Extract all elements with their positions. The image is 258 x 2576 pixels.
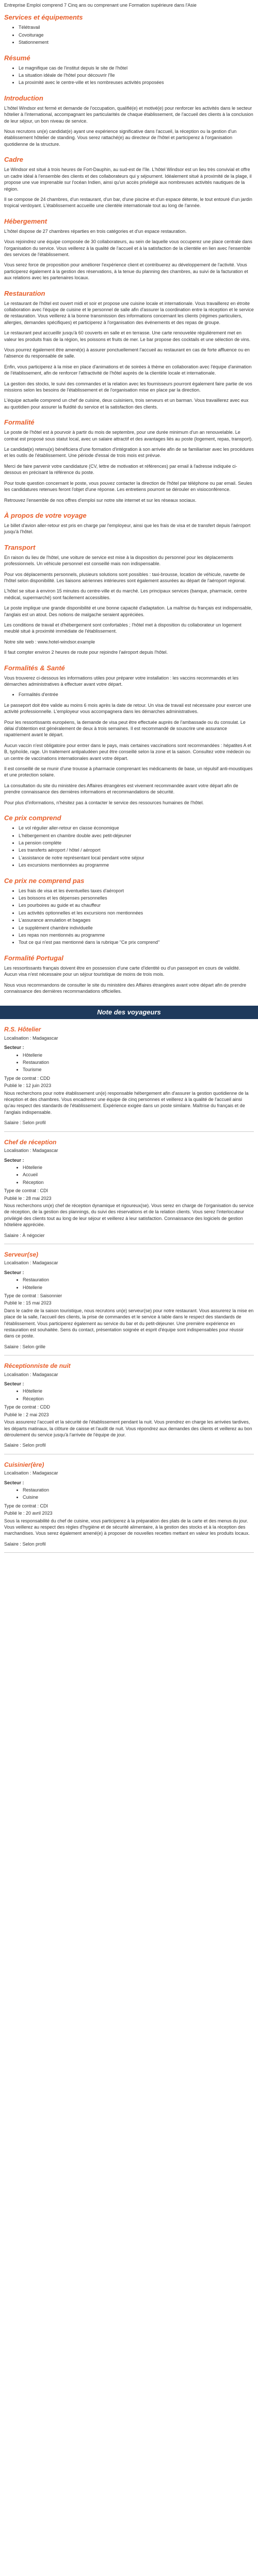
job-title[interactable]: Serveur(se) (4, 1250, 39, 1258)
job-sector-list (4, 1164, 254, 1185)
section-paragraph: Pour vos déplacements personnels, plusieurs solutions sont possibles : taxi-brousse, location de véhicule, navette de l'hôtel selon disponibilité. Les liaisons aériennes intérieures sont également assurées au départ de l'aéroport régional. (4, 571, 246, 583)
section-paragraph: Le candidat(e) retenu(e) bénéficiera d'une formation d'intégration à son arrivée afin de se familiariser avec les procédures et les outils de l'établissement. Une période d'essai de trois mois est prévue. (4, 447, 254, 459)
bullet-item: • Les repas non mentionnés au programme (19, 932, 254, 938)
job-salary: Salaire : À négocier (4, 1232, 45, 1238)
job-sector-item: • Restauration (23, 1059, 254, 1065)
bullet-item: • Télétravail (19, 24, 254, 30)
bullet-item: • Tout ce qui n'est pas mentionné dans la rubrique "Ce prix comprend" (19, 939, 254, 945)
bullet-list (4, 825, 254, 868)
job-sector-list (4, 1487, 254, 1501)
job-title[interactable]: Cuisinier(ère) (4, 1461, 44, 1468)
job-description: Vous assurerez l'accueil et la sécurité de l'établissement pendant la nuit. Vous prendrez en charge les arrivées tardives, les départs matinaux, la clôture de caisse et l'audit de nuit. Vous répondrez aux demandes des clients et veillerez au bon déroulement du service jusqu'à l'arrivée de l'équipe de jour. (4, 1419, 252, 1437)
section-paragraph: Aucun vaccin n'est obligatoire pour entrer dans le pays, mais certaines vaccinations sont recommandées : hépatites A et B, typhoïde, rage. Un traitement antipaludéen peut être conseillé selon la zone et la saison. Consultez votre médecin ou un centre de vaccinations internationales avant votre départ. (4, 742, 251, 761)
section-title: Formalité Portugal (4, 954, 63, 962)
bullet-item: • Le vol régulier aller-retour en classe économique (19, 825, 254, 831)
job-location: Localisation : Madagascar (4, 1035, 58, 1041)
section-paragraph: Vous serez force de proposition pour améliorer l'expérience client et contribuerez au développement de l'activité. Vous participerez également à la gestion des réservations, à la tenue du planning des chambres, au suivi de la facturation et aux relations avec les partenaires locaux. (4, 262, 248, 281)
bullet-list (4, 888, 254, 946)
job-description: Sous la responsabilité du chef de cuisine, vous participerez à la préparation des plats de la carte et des menus du jour. Vous veillerez au respect des règles d'hygiène et de sécurité alimentaire, à la gestion des stocks et à la réception des marchandises. Vous serez également amené(e) à proposer de nouvelles recettes mettant en valeur les produits locaux. (4, 1518, 250, 1536)
section-paragraph: Pour les ressortissants européens, la demande de visa peut être effectuée auprès de l'ambassade ou du consulat. Le délai d'obtention est généralement de deux à trois semaines. Il est recommandé de souscrire une assurance rapatriement avant le départ. (4, 719, 246, 738)
job-title[interactable]: R.S. Hôtelier (4, 1026, 41, 1033)
section-paragraph: Le restaurant de l'hôtel est ouvert midi et soir et propose une cuisine locale et internationale. Vous travaillerez en étroite collaboration avec l'équipe de cuisine et le personnel de salle afin d'assurer la coordination entre la réception et le service de restauration. Vous veillerez à la bonne transmission des informations concernant les clients (régimes particuliers, allergies, demandes spécifiques) et participerez à l'organisation des événements et des repas de groupe. (4, 300, 254, 325)
bullet-item: • Formalités d'entrée (19, 691, 254, 698)
section-paragraph: Il faut compter environ 2 heures de route pour rejoindre l'aéroport depuis l'hôtel. (4, 650, 168, 655)
job-contract: Type de contrat : CDI (4, 1188, 49, 1194)
bullet-item: • Les boissons et les dépenses personnelles (19, 895, 254, 901)
section-paragraph: La gestion des stocks, le suivi des commandes et la relation avec les fournisseurs pourront également faire partie de vos missions selon les besoins de l'établissement et de l'organisation mise en place par la direction. (4, 381, 252, 393)
job-sector-label: Secteur : (4, 1045, 24, 1050)
bullet-item: • La situation idéale de l'hôtel pour découvrir l'île (19, 72, 254, 78)
section-paragraph: Les ressortissants français doivent être en possession d'une carte d'identité ou d'un passeport en cours de validité. Aucun visa n'est nécessaire pour un séjour touristique de moins de trois mois. (4, 965, 240, 977)
section-title: Résumé (4, 54, 30, 62)
job-sector-item: • Cuisine (23, 1494, 254, 1500)
section-title: Transport (4, 543, 36, 551)
section-paragraph: Vous trouverez ci-dessous les informations utiles pour préparer votre installation : les vaccins recommandés et les démarches administratives à effectuer avant votre départ. (4, 675, 239, 687)
bullet-item: • La proximité avec le centre-ville et les nombreuses activités proposées (19, 79, 254, 86)
section-title: Cadre (4, 156, 23, 164)
section-paragraph: Les conditions de travail et d'hébergement sont confortables ; l'hôtel met à disposition du collaborateur un logement meublé situé à proximité immédiate de l'établissement. (4, 622, 241, 634)
section-title: Ce prix ne comprend pas (4, 876, 85, 885)
job-salary: Salaire : Selon grille (4, 1344, 46, 1349)
section-paragraph: Le poste implique une grande disponibilité et une bonne capacité d'adaptation. La maîtrise du français est indispensable, l'anglais est un atout. Des notions de malgache seraient appréciées. (4, 605, 253, 617)
job-posting (4, 1139, 254, 1244)
section-paragraph: Le restaurant peut accueillir jusqu'à 60 couverts en salle et en terrasse. Une carte renouvelée régulièrement met en valeur les produits frais de la région, les poissons et fruits de mer. Le bar propose des cocktails et une sélection de vins. (4, 330, 251, 342)
section-paragraph: Notre site web : www.hotel-windsor.example (4, 639, 95, 645)
job-sector-label: Secteur : (4, 1381, 24, 1387)
section-paragraph: Vous rejoindrez une équipe composée de 30 collaborateurs, au sein de laquelle vous occuperez une place centrale dans l'organisation du service. Vous veillerez à la qualité de l'accueil et à la satisfaction de la clientèle en lien avec l'ensemble des services de l'établissement. (4, 239, 252, 257)
section-title: Ce prix comprend (4, 814, 61, 822)
job-sector-item: • Hôtellerie (23, 1052, 254, 1058)
bullet-item: • Les pourboires au guide et au chauffeur (19, 902, 254, 908)
bullet-item: • Les frais de visa et les éventuelles taxes d'aéroport (19, 888, 254, 894)
section-paragraph: L'hôtel Windsor est fermé et demande de l'occupation, qualifié(e) et motivé(e) pour renforcer les activités dans le secteur hôtelier à l'international, accompagnant les particularités de chaque établissement, de l'accueil des clients à la conclusion de leur séjour, un bon niveau de service. (4, 105, 253, 124)
section-paragraph: Le passeport doit être valide au moins 6 mois après la date de retour. Un visa de travail est nécessaire pour exercer une activité professionnelle. L'employeur vous accompagnera dans les démarches administratives. (4, 702, 251, 715)
section-title: À propos de votre voyage (4, 511, 87, 519)
job-sector-label: Secteur : (4, 1269, 24, 1275)
job-sector-item: • Réception (23, 1396, 254, 1402)
bullet-item: • Les excursions mentionnées au programme (19, 862, 254, 868)
bullet-item: • Le magnifique cas de l'institut depuis le site de l'hôtel (19, 65, 254, 71)
job-sector-list (4, 1277, 254, 1291)
job-sector-item: • Tourisme (23, 1066, 254, 1073)
bullet-item: • Stationnement (19, 39, 254, 45)
bullet-item: • Le supplément chambre individuelle (19, 925, 254, 931)
job-location: Localisation : Madagascar (4, 1371, 58, 1377)
bullet-list (4, 65, 254, 86)
section-paragraph: Le poste de l'hôtel est à pourvoir à partir du mois de septembre, pour une durée minimum d'un an renouvelable. Le contrat est proposé sous statut local, avec un salaire attractif et des avantages liés au poste (logement, repas, transport). (4, 430, 253, 442)
job-description: Dans le cadre de la saison touristique, nous recrutons un(e) serveur(se) pour notre restaurant. Vous assurerez la mise en place de la salle, l'accueil des clients, la prise de commandes et le service à table dans le respect des standards de l'établissement. Vous participerez également au service du bar et du petit-déjeuner. Une première expérience en restauration est souhaitée. Sens du contact, présentation soignée et esprit d'équipe sont indispensables pour réussir dans ce poste. (4, 1308, 254, 1339)
section-paragraph: Le Windsor est situé à trois heures de Fort-Dauphin, au sud-est de l'île. L'hôtel Windsor est un lieu très convivial et offre un cadre idéal à l'ensemble des clients et des collaborateurs qui y séjournent. Idéalement situé à proximité de la plage, il propose une vue imprenable sur l'océan Indien, ainsi qu'un accès privilégié aux nombreuses activités nautiques de la région. (4, 167, 252, 192)
section-paragraph: Vous pourrez également être amené(e) à assurer ponctuellement l'accueil au restaurant en cas de forte affluence ou en l'absence du responsable de salle. (4, 347, 250, 359)
job-sector-item: • Hôtellerie (23, 1388, 254, 1394)
job-sector-item: • Hôtellerie (23, 1284, 254, 1291)
section-paragraph: Merci de faire parvenir votre candidature (CV, lettre de motivation et références) par email à l'adresse indiquée ci-dessous en précisant la référence du poste. (4, 463, 237, 476)
section-paragraph: Nous vous recommandons de consulter le site du ministère des Affaires étrangères avant votre départ afin de prendre connaissance des dernières recommandations officielles. (4, 982, 247, 994)
job-contract: Type de contrat : Saisonnier (4, 1293, 62, 1298)
bullet-item: • Les activités optionnelles et les excursions non mentionnées (19, 910, 254, 916)
section-paragraph: La consultation du site du ministère des Affaires étrangères est vivement recommandée avant votre départ afin de prendre connaissance des dernières informations et recommandations de sécurité. (4, 783, 238, 795)
section-title: Services et équipements (4, 13, 83, 22)
section-paragraph: Il se compose de 24 chambres, d'un restaurant, d'un bar, d'une piscine et d'un espace détente, le tout entouré d'un jardin tropical verdoyant. L'établissement accueille une clientèle internationale tout au long de l'année. (4, 196, 252, 209)
section-paragraph: L'hôtel dispose de 27 chambres réparties en trois catégories et d'un espace restauration. (4, 228, 187, 234)
section-paragraph: Pour plus d'informations, n'hésitez pas à contacter le service des ressources humaines de l'hôtel. (4, 800, 204, 805)
job-posting (4, 1363, 254, 1454)
job-divider (4, 1552, 254, 1553)
bullet-item: • Les transferts aéroport / hôtel / aéroport (19, 847, 254, 853)
job-posting (4, 1026, 254, 1131)
section-paragraph: Pour toute question concernant le poste, vous pouvez contacter la direction de l'hôtel par téléphone ou par email. Seules les candidatures retenues feront l'objet d'une réponse. Les entretiens pourront se dérouler en visioconférence. (4, 480, 252, 493)
job-sector-item: • Hôtellerie (23, 1164, 254, 1171)
bullet-item: • L'assistance de notre représentant local pendant votre séjour (19, 855, 254, 861)
job-title[interactable]: Réceptionniste de nuit (4, 1362, 71, 1370)
job-location: Localisation : Madagascar (4, 1470, 58, 1476)
bullet-list (4, 691, 254, 698)
reviews-band-title: Note des voyageurs (97, 1008, 161, 1016)
job-contract: Type de contrat : CDD (4, 1404, 51, 1410)
job-sector-item: • Réception (23, 1179, 254, 1185)
jobs-list (0, 1026, 258, 1553)
job-sector-list (4, 1052, 254, 1073)
section-paragraph: Il est conseillé de se munir d'une trousse à pharmacie comprenant les médicaments de base, un répulsif anti-moustiques et une protection solaire. (4, 766, 253, 778)
reviews-band (0, 1006, 258, 1019)
job-sector-label: Secteur : (4, 1480, 24, 1485)
job-salary: Salaire : Selon profil (4, 1443, 46, 1448)
bullet-item: • Covoiturage (19, 32, 254, 38)
job-sector-label: Secteur : (4, 1157, 24, 1163)
job-description: Nous recherchons pour notre établissement un(e) responsable hébergement afin d'assurer la gestion quotidienne de la réception et des chambres. Vous encadrerez une équipe de cinq personnes et veillerez à la qualité de l'accueil ainsi qu'au respect des standards de l'établissement. Expérience exigée dans un poste similaire. Maîtrise du français et de l'anglais indispensable. (4, 1090, 249, 1115)
job-date: Publié le : 15 mai 2023 (4, 1300, 52, 1306)
job-sector-item: • Restauration (23, 1277, 254, 1283)
section-paragraph: Retrouvez l'ensemble de nos offres d'emploi sur notre site internet et sur les réseaux sociaux. (4, 497, 197, 503)
section-paragraph: En raison du lieu de l'hôtel, une voiture de service est mise à la disposition du personnel pour les déplacements professionnels. Un véhicule personnel est conseillé mais non indispensable. (4, 554, 233, 567)
job-contract: Type de contrat : CDI (4, 1503, 49, 1509)
job-sector-list (4, 1388, 254, 1402)
section-paragraph: L'équipe actuelle comprend un chef de cuisine, deux cuisiniers, trois serveurs et un barman. Vous travaillerez avec eux au quotidien pour assurer la fluidité du service et la satisfaction des clients. (4, 398, 249, 410)
job-salary: Salaire : Selon profil (4, 1541, 46, 1547)
bullet-item: • La pension complète (19, 840, 254, 846)
job-date: Publié le : 28 mai 2023 (4, 1195, 52, 1201)
job-sector-item: • Accueil (23, 1172, 254, 1178)
bullet-list (4, 24, 254, 45)
section-paragraph: Le billet d'avion aller-retour est pris en charge par l'employeur, ainsi que les frais de visa et de transfert depuis l'aéroport jusqu'à l'hôtel. (4, 522, 251, 535)
section-title: Restauration (4, 289, 45, 297)
job-contract: Type de contrat : CDD (4, 1075, 51, 1081)
job-date: Publié le : 2 mai 2023 (4, 1412, 49, 1417)
section-title: Formalité (4, 418, 35, 427)
job-sector-item: • Restauration (23, 1487, 254, 1493)
job-description: Nous recherchons un(e) chef de réception dynamique et rigoureux(se). Vous serez en charge de l'organisation du service de réception, de la gestion des plannings, du suivi des réservations et de la relation clients. Vous serez l'interlocuteur privilégié des clients tout au long de leur séjour et veillerez à leur satisfaction. Connaissance des logiciels de gestion hôtelière appréciée. (4, 1202, 254, 1228)
content (0, 0, 258, 994)
job-salary: Salaire : Selon profil (4, 1120, 46, 1126)
job-title[interactable]: Chef de réception (4, 1138, 57, 1146)
job-divider (4, 1131, 254, 1132)
job-posting (4, 1251, 254, 1355)
job-date: Publié le : 12 juin 2023 (4, 1083, 52, 1089)
job-location: Localisation : Madagascar (4, 1260, 58, 1266)
section-title: Hébergement (4, 217, 47, 225)
section-title: Formalités & Santé (4, 664, 65, 672)
bullet-item: • L'assurance annulation et bagages (19, 917, 254, 923)
job-date: Publié le : 20 avril 2023 (4, 1511, 53, 1516)
section-paragraph: Nous recrutons un(e) candidat(e) ayant une expérience significative dans l'accueil, la réception ou la gestion d'un établissement hôtelier de standing. Vous serez rattaché(e) au directeur de l'hôtel et participerez à l'organisation quotidienne de la structure. (4, 129, 237, 147)
section-paragraph: L'hôtel se situe à environ 15 minutes du centre-ville et du marché. Les principaux services (banque, pharmacie, centre médical, supermarché) sont facilement accessibles. (4, 588, 247, 600)
intro-text: Entreprise Emploi comprend 7 Cinq ans ou comprenant une Formation supérieure dans l'Asie (4, 3, 197, 8)
job-location: Localisation : Madagascar (4, 1148, 58, 1154)
bullet-item: • L'hébergement en chambre double avec petit-déjeuner (19, 833, 254, 839)
job-posting (4, 1462, 254, 1553)
section-title: Introduction (4, 94, 43, 102)
section-paragraph: Enfin, vous participerez à la mise en place d'animations et de soirées à thème en collaboration avec l'équipe d'animation de l'établissement, afin de renforcer l'attractivité de l'hôtel auprès de la clientèle locale et internationale. (4, 364, 252, 376)
